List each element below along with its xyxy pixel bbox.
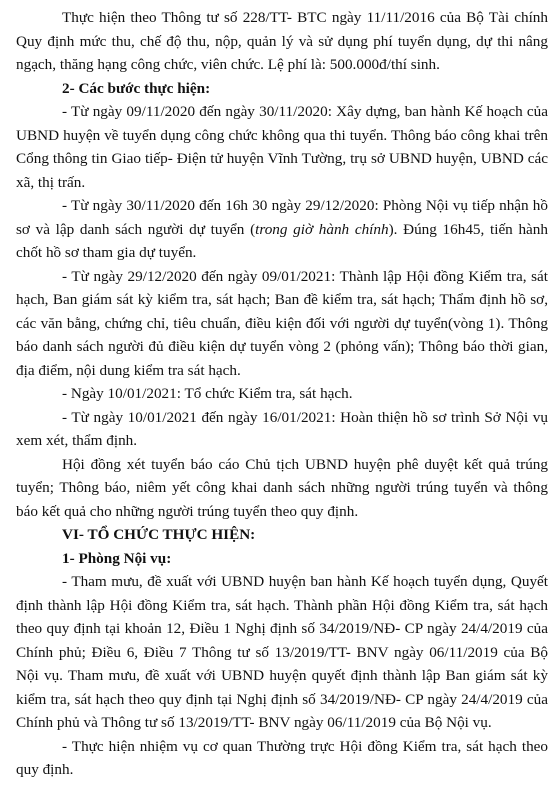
step-item: - Từ ngày 29/12/2020 đến ngày 09/01/2021: Thành lập Hội đồng Kiểm tra, sát hạch, Ban giám sát kỳ kiểm tra, sát hạch; Ban đề kiểm tra, sát hạch; Thẩm định hồ sơ, các văn bằng, chứng chỉ, tiêu chuẩn, điều kiện đối với người dự tuyển(vòng 1). Thông báo danh sách người đủ điều kiện dự tuyển vòng 2 (phỏng vấn); Thông báo thời gian, địa điểm, nội dung kiểm tra sát hạch.: [16, 267, 548, 379]
step-item: - Ngày 10/01/2021: Tổ chức Kiểm tra, sát hạch.: [62, 385, 353, 402]
subsection-heading: 1- Phòng Nội vụ:: [62, 549, 172, 567]
duty-item: - Thực hiện nhiệm vụ cơ quan Thường trực Hội đồng Kiểm tra, sát hạch theo quy định.: [16, 737, 548, 778]
step-item: [16, 194, 548, 265]
step-emphasis: trong giờ hành chính: [255, 220, 389, 238]
step-item: - Từ ngày 09/11/2020 đến ngày 30/11/2020: Xây dựng, ban hành Kế hoạch của UBND huyện về tuyển dụng công chức không qua thi tuyển. Thông báo công khai trên Cổng thông tin Giao tiếp- Điện tử huyện Vĩnh Tường, trụ sở UBND huyện, UBND các xã, thị trấn.: [16, 103, 548, 191]
step-text: ). Đúng 16h45, tiến hành chốt hồ sơ tham gia dự tuyển.: [16, 220, 548, 261]
step-item: - Từ ngày 10/01/2021 đến ngày 16/01/2021: Hoàn thiện hồ sơ trình Sở Nội vụ xem xét, thẩm định.: [16, 408, 548, 449]
step-text: - Từ ngày 30/11/2020 đến 16h 30 ngày 29/12/2020: Phòng Nội vụ tiếp nhận hồ sơ và lập danh sách người dự tuyển (: [16, 197, 548, 238]
steps-heading: 2- Các bước thực hiện:: [62, 79, 211, 97]
intro-paragraph: Thực hiện theo Thông tư số 228/TT- BTC ngày 11/11/2016 của Bộ Tài chính Quy định mức thu, chế độ thu, nộp, quản lý và sử dụng phí tuyển dụng, dự thi nâng ngạch, thăng hạng công chức, viên chức. Lệ phí là: 500.000đ/thí sinh.: [16, 9, 548, 73]
duty-item: - Tham mưu, đề xuất với UBND huyện ban hành Kế hoạch tuyển dụng, Quyết định thành lập Hội đồng Kiểm tra, sát hạch. Thành phần Hội đồng Kiểm tra, sát hạch theo quy định tại khoản 12, Điều 1 Nghị định số 34/2019/NĐ- CP ngày 24/4/2019 của Chính phủ; Điều 6, Điều 7 Thông tư số 13/2019/TT- BNV ngày 06/11/2019 của Bộ Nội vụ. Tham mưu, đề xuất với UBND huyện quyết định thành lập Ban giám sát kỳ kiểm tra, sát hạch theo quy định tại Nghị định số 34/2019/NĐ- CP ngày 24/4/2019 của Chính phủ và Thông tư số 13/2019/TT- BNV ngày 06/11/2019 của Bộ Nội vụ.: [16, 573, 548, 731]
section-heading: VI- TỔ CHỨC THỰC HIỆN:: [62, 526, 256, 543]
council-paragraph: Hội đồng xét tuyển báo cáo Chủ tịch UBND huyện phê duyệt kết quả trúng tuyển; Thông báo, niêm yết công khai danh sách những người trúng tuyển và thông báo kết quả cho những người trúng tuyển theo quy định.: [16, 455, 548, 520]
